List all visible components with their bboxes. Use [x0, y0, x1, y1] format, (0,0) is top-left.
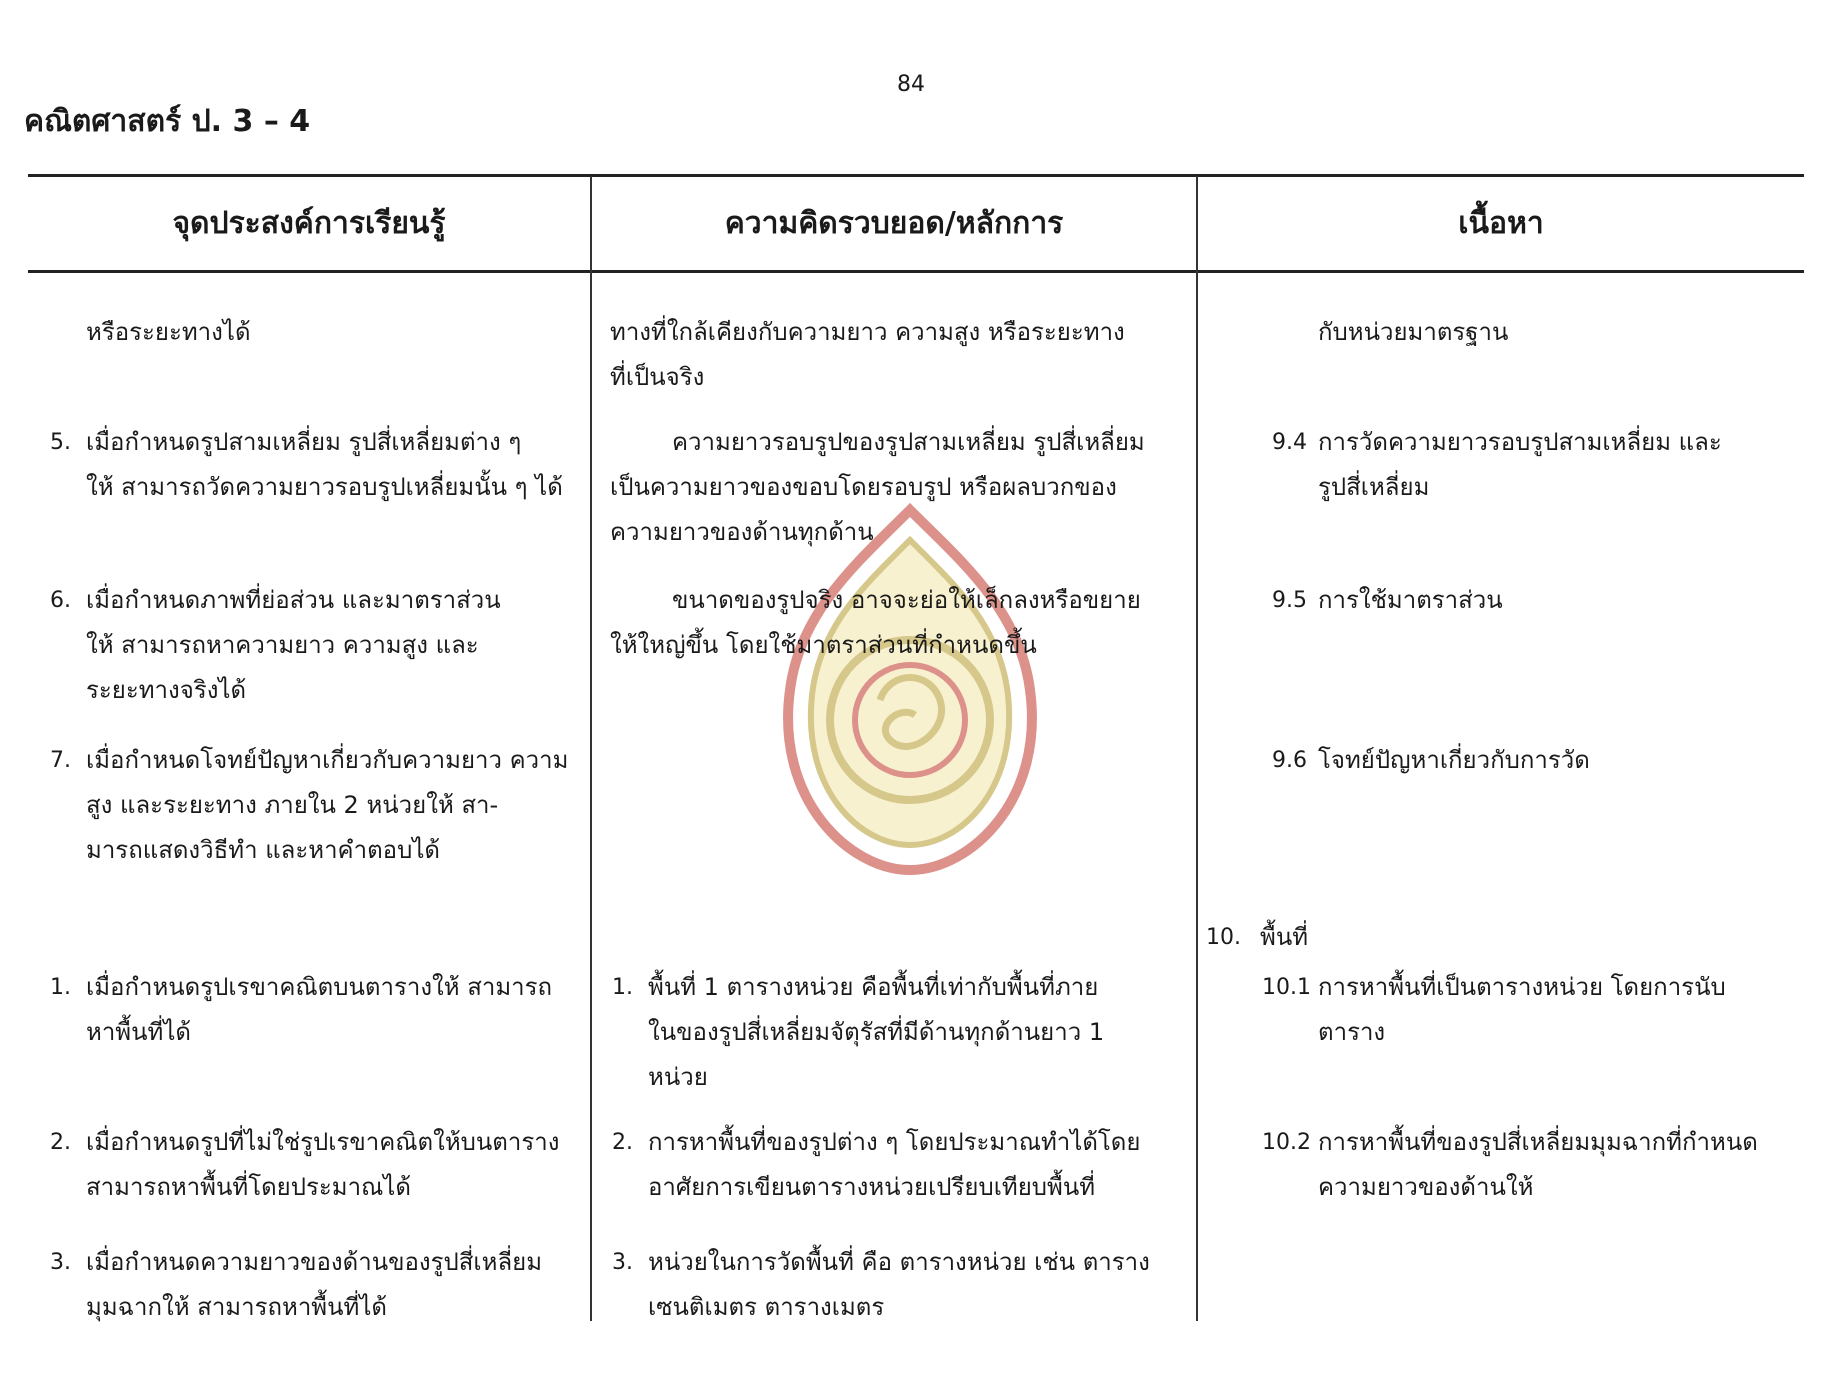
area-concept-1-line: พื้นที่ 1 ตารางหน่วย คือพื้นที่เท่ากับพื้นที่ภาย	[648, 973, 1099, 1001]
column-divider-1	[590, 176, 592, 1321]
objective-7-number: 7.	[50, 748, 71, 773]
page-number: 84	[897, 72, 925, 97]
content-10-2-line: การหาพื้นที่ของรูปสี่เหลี่ยมมุมฉากที่กำหนด	[1318, 1128, 1758, 1156]
watermark-seal	[760, 500, 1060, 880]
column-header-concepts: ความคิดรวบยอด/หลักการ	[724, 206, 1064, 241]
content-10-1-line: การหาพื้นที่เป็นตารางหน่วย โดยการนับ	[1318, 973, 1726, 1001]
concept-perimeter-line: ความยาวของด้านทุกด้าน	[610, 518, 874, 546]
content-9-4-line: การวัดความยาวรอบรูปสามเหลี่ยม และ	[1318, 428, 1722, 456]
area-objective-3-number: 3.	[50, 1250, 71, 1275]
content-9-4-line: รูปสี่เหลี่ยม	[1318, 473, 1430, 501]
column-divider-2	[1196, 176, 1198, 1321]
concept-scale-line: ขนาดของรูปจริง อาจจะย่อให้เล็กลงหรือขยาย	[672, 586, 1141, 614]
area-objective-3-line: เมื่อกำหนดความยาวของด้านของรูปสี่เหลี่ยม	[86, 1248, 543, 1276]
content-10-2-line: ความยาวของด้านให้	[1318, 1173, 1534, 1201]
objective-5-number: 5.	[50, 430, 71, 455]
area-objective-1-line: หาพื้นที่ได้	[86, 1018, 191, 1046]
content-9-4-number: 9.4	[1272, 430, 1307, 455]
table-header-rule	[28, 270, 1804, 273]
content-10-label: พื้นที่	[1260, 923, 1309, 951]
column-header-content: เนื้อหา	[1458, 206, 1544, 241]
content-10-1-line: ตาราง	[1318, 1018, 1386, 1046]
objective-5-line: ให้ สามารถวัดความยาวรอบรูปเหลี่ยมนั้น ๆ ได้	[86, 473, 563, 501]
area-objective-1-line: เมื่อกำหนดรูปเรขาคณิตบนตารางให้ สามารถ	[86, 973, 553, 1001]
objective-continued-line: หรือระยะทางได้	[86, 318, 251, 346]
concept-scale-line: ให้ใหญ่ขึ้น โดยใช้มาตราส่วนที่กำหนดขึ้น	[610, 631, 1037, 659]
content-continued-line: กับหน่วยมาตรฐาน	[1318, 318, 1509, 346]
objective-6-number: 6.	[50, 588, 71, 613]
concept-continued-line: ที่เป็นจริง	[610, 363, 705, 391]
area-concept-3-line: เซนติเมตร ตารางเมตร	[648, 1293, 885, 1321]
area-concept-1-line: หน่วย	[648, 1063, 708, 1091]
area-objective-2-number: 2.	[50, 1130, 71, 1155]
area-objective-1-number: 1.	[50, 975, 71, 1000]
objective-7-line: เมื่อกำหนดโจทย์ปัญหาเกี่ยวกับความยาว ความ	[86, 746, 569, 774]
area-concept-3-line: หน่วยในการวัดพื้นที่ คือ ตารางหน่วย เช่น ตาราง	[648, 1248, 1150, 1276]
column-header-objectives: จุดประสงค์การเรียนรู้	[172, 206, 446, 241]
objective-6-line: ระยะทางจริงได้	[86, 676, 247, 704]
area-concept-3-number: 3.	[612, 1250, 633, 1275]
document-title: คณิตศาสตร์ ป. 3 – 4	[24, 104, 311, 139]
content-10-number: 10.	[1206, 925, 1241, 950]
area-objective-2-line: เมื่อกำหนดรูปที่ไม่ใช่รูปเรขาคณิตให้บนตาราง	[86, 1128, 560, 1156]
area-concept-1-line: ในของรูปสี่เหลี่ยมจัตุรัสที่มีด้านทุกด้านยาว 1	[648, 1018, 1105, 1046]
content-10-2-number: 10.2	[1262, 1130, 1311, 1155]
content-9-6-line: โจทย์ปัญหาเกี่ยวกับการวัด	[1318, 746, 1590, 774]
area-concept-2-line: อาศัยการเขียนตารางหน่วยเปรียบเทียบพื้นที่	[648, 1173, 1096, 1201]
objective-7-line: มารถแสดงวิธีทำ และหาคำตอบได้	[86, 836, 440, 864]
concept-perimeter-line: เป็นความยาวของขอบโดยรอบรูป หรือผลบวกของ	[610, 473, 1117, 501]
concept-continued-line: ทางที่ใกล้เคียงกับความยาว ความสูง หรือระยะทาง	[610, 318, 1125, 346]
objective-5-line: เมื่อกำหนดรูปสามเหลี่ยม รูปสี่เหลี่ยมต่าง ๆ	[86, 428, 522, 456]
area-concept-1-number: 1.	[612, 975, 633, 1000]
content-9-6-number: 9.6	[1272, 748, 1307, 773]
area-objective-2-line: สามารถหาพื้นที่โดยประมาณได้	[86, 1173, 411, 1201]
area-objective-3-line: มุมฉากให้ สามารถหาพื้นที่ได้	[86, 1293, 388, 1321]
area-concept-2-line: การหาพื้นที่ของรูปต่าง ๆ โดยประมาณทำได้โดย	[648, 1128, 1141, 1156]
objective-6-line: ให้ สามารถหาความยาว ความสูง และ	[86, 631, 479, 659]
area-concept-2-number: 2.	[612, 1130, 633, 1155]
content-9-5-line: การใช้มาตราส่วน	[1318, 586, 1503, 614]
objective-7-line: สูง และระยะทาง ภายใน 2 หน่วยให้ สา-	[86, 791, 499, 819]
content-10-1-number: 10.1	[1262, 975, 1311, 1000]
table-top-rule	[28, 174, 1804, 177]
concept-perimeter-line: ความยาวรอบรูปของรูปสามเหลี่ยม รูปสี่เหลี่ยม	[672, 428, 1145, 456]
content-9-5-number: 9.5	[1272, 588, 1307, 613]
objective-6-line: เมื่อกำหนดภาพที่ย่อส่วน และมาตราส่วน	[86, 586, 501, 614]
